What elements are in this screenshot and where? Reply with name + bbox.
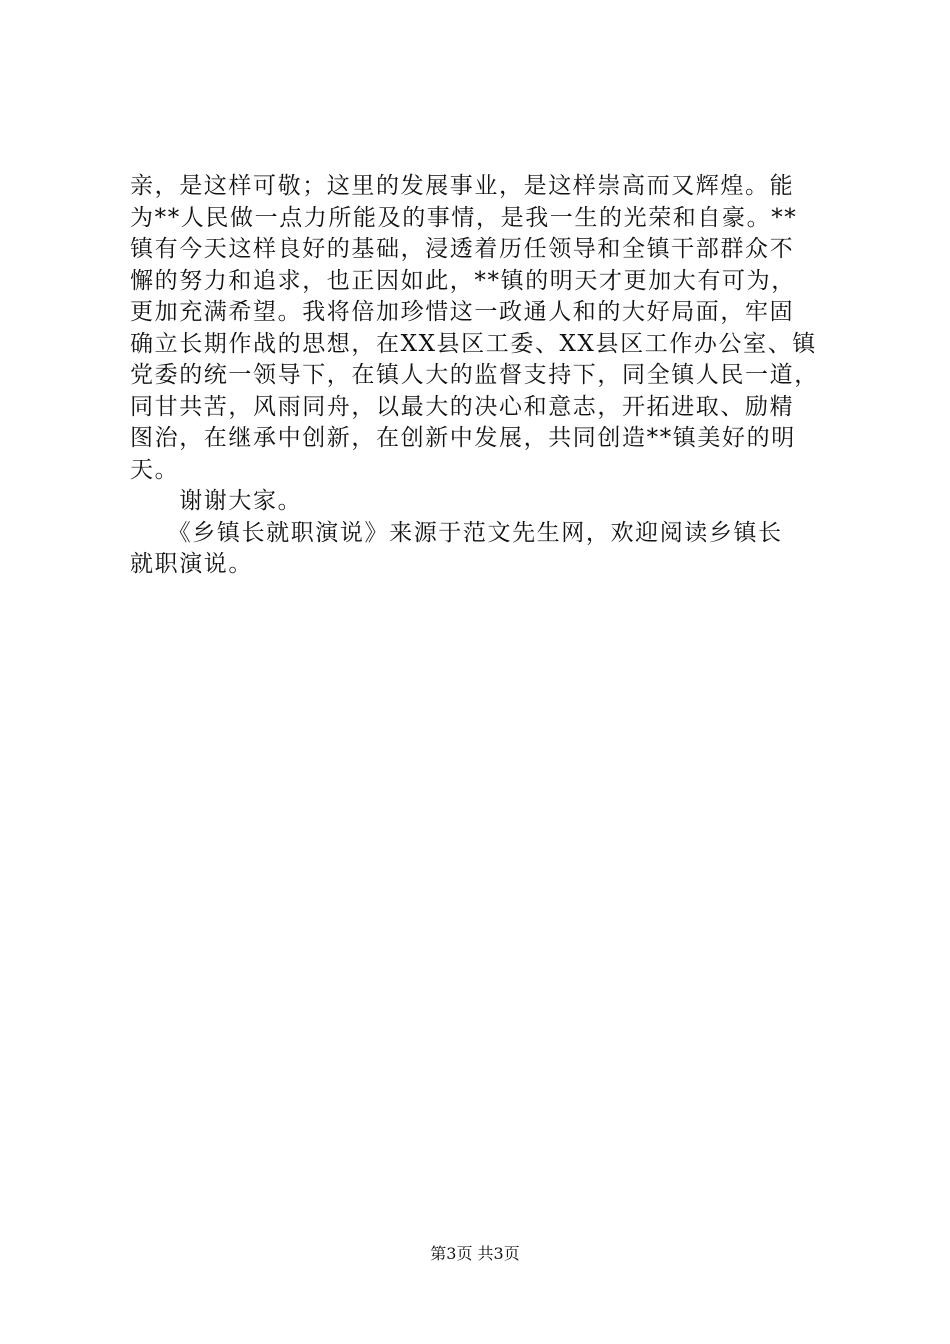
text-line: 为**人民做一点力所能及的事情，是我一生的光荣和自豪。** [130,204,798,231]
text-line: 谢谢大家。 [130,488,303,514]
text-line: 亲，是这样可敬；这里的发展事业，是这样崇高而又辉煌。能 [130,173,795,199]
page-footer [0,1244,950,1264]
document-body [130,171,830,581]
text-line: 镇有今天这样良好的基础，浸透着历任领导和全镇干部群众不 [130,236,795,262]
text-line: 天。 [130,456,180,483]
text-line: 图治，在继承中创新，在创新中发展，共同创造**镇美好的明 [130,425,796,451]
text-line: 党委的统一领导下，在镇人大的监督支持下，同全镇人民一道， [130,362,819,388]
text-line: 更加充满希望。我将倍加珍惜这一政通人和的大好局面，牢固 [130,299,795,325]
text-line: 《乡镇长就职演说》来源于范文先生网，欢迎阅读乡镇长 [130,519,783,546]
page-number-label: 第3页 共3页 [430,1244,520,1263]
text-line: 懈的努力和追求，也正因如此，**镇的明天才更加大有可为， [130,267,796,294]
text-line: 就职演说。 [130,551,253,577]
text-line: 确立长期作战的思想，在XX县区工委、XX县区工作办公室、镇 [130,330,817,357]
text-line: 同甘共苦，风雨同舟，以最大的决心和意志，开拓进取、励精 [130,393,795,420]
